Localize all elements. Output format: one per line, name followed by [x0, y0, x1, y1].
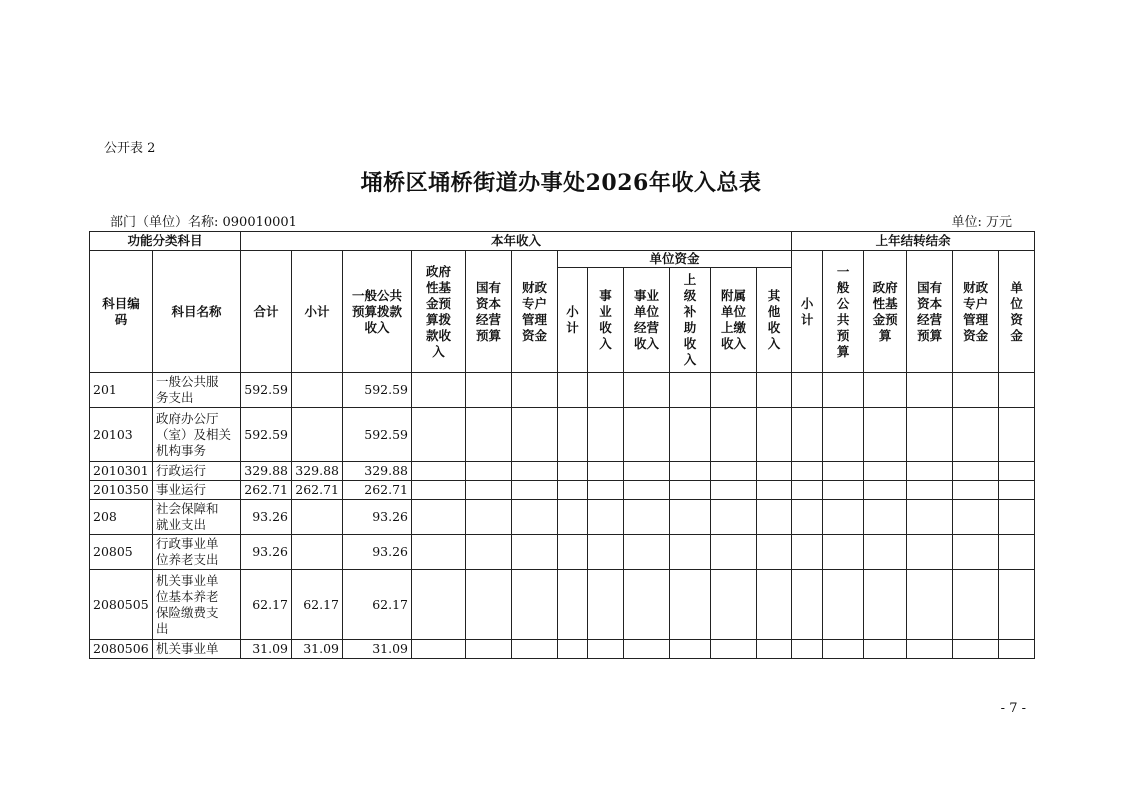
empty-cell	[953, 640, 999, 659]
row-name-cell: 机关事业单	[153, 640, 241, 659]
empty-cell	[588, 373, 624, 408]
ly-state-capital-header: 国有 资本 经营 预算	[907, 251, 953, 373]
empty-cell	[792, 373, 823, 408]
empty-cell	[757, 500, 792, 535]
empty-cell	[588, 408, 624, 462]
empty-cell	[412, 408, 466, 462]
empty-cell	[953, 500, 999, 535]
empty-cell	[792, 500, 823, 535]
empty-cell	[558, 462, 588, 481]
empty-cell	[864, 481, 907, 500]
empty-cell	[512, 535, 558, 570]
empty-cell	[864, 408, 907, 462]
empty-cell	[864, 500, 907, 535]
empty-cell	[558, 408, 588, 462]
empty-cell	[624, 570, 670, 640]
row-total-cell: 592.59	[241, 408, 292, 462]
empty-cell	[670, 462, 711, 481]
ly-gov-fund-header: 政府 性基 金预 算	[864, 251, 907, 373]
unit-subtotal-header: 小 计	[558, 268, 588, 373]
empty-cell	[624, 373, 670, 408]
empty-cell	[907, 373, 953, 408]
empty-cell	[588, 500, 624, 535]
affiliated-header: 附属 单位 上缴 收入	[711, 268, 757, 373]
row-total-cell: 93.26	[241, 500, 292, 535]
unit-funds-header: 单位资金	[558, 251, 792, 268]
empty-cell	[466, 481, 512, 500]
table-row	[90, 500, 1035, 535]
empty-cell	[907, 535, 953, 570]
row-name-cell: 行政运行	[153, 462, 241, 481]
empty-cell	[412, 481, 466, 500]
empty-cell	[999, 408, 1035, 462]
name-header: 科目名称	[153, 251, 241, 373]
unit-label: 单位: 万元	[951, 215, 1012, 230]
row-total-cell: 31.09	[241, 640, 292, 659]
empty-cell	[670, 500, 711, 535]
table-row	[90, 570, 1035, 640]
empty-cell	[757, 408, 792, 462]
empty-cell	[711, 640, 757, 659]
empty-cell	[792, 462, 823, 481]
row-total-cell: 329.88	[241, 462, 292, 481]
empty-cell	[512, 500, 558, 535]
empty-cell	[907, 570, 953, 640]
empty-cell	[953, 535, 999, 570]
empty-cell	[670, 481, 711, 500]
empty-cell	[757, 481, 792, 500]
empty-cell	[558, 535, 588, 570]
empty-cell	[711, 535, 757, 570]
empty-cell	[466, 408, 512, 462]
row-general-cell: 93.26	[343, 500, 412, 535]
empty-cell	[823, 408, 864, 462]
row-total-cell: 592.59	[241, 373, 292, 408]
empty-cell	[512, 462, 558, 481]
empty-cell	[624, 481, 670, 500]
row-total-cell: 262.71	[241, 481, 292, 500]
empty-cell	[999, 481, 1035, 500]
empty-cell	[864, 535, 907, 570]
empty-cell	[412, 640, 466, 659]
empty-cell	[512, 640, 558, 659]
row-code-cell: 20103	[90, 408, 153, 462]
empty-cell	[412, 373, 466, 408]
empty-cell	[823, 640, 864, 659]
empty-cell	[588, 481, 624, 500]
empty-cell	[412, 462, 466, 481]
row-general-cell: 262.71	[343, 481, 412, 500]
empty-cell	[823, 462, 864, 481]
empty-cell	[588, 640, 624, 659]
empty-cell	[624, 640, 670, 659]
unit-operating-header: 事业 单位 经营 收入	[624, 268, 670, 373]
row-code-cell: 20805	[90, 535, 153, 570]
page-title: 埇桥区埇桥街道办事处2026年收入总表	[360, 170, 762, 196]
ly-subtotal-header: 小 计	[792, 251, 823, 373]
empty-cell	[907, 408, 953, 462]
fiscal-special-header: 财政 专户 管理 资金	[512, 251, 558, 373]
ly-unit-funds-header: 单 位 资 金	[999, 251, 1035, 373]
row-general-cell: 592.59	[343, 408, 412, 462]
income-summary-table	[89, 231, 1035, 659]
empty-cell	[864, 570, 907, 640]
row-general-cell: 93.26	[343, 535, 412, 570]
empty-cell	[792, 535, 823, 570]
empty-cell	[907, 481, 953, 500]
empty-cell	[512, 570, 558, 640]
ly-general-header: 一 般 公 共 预 算	[823, 251, 864, 373]
empty-cell	[670, 408, 711, 462]
empty-cell	[588, 462, 624, 481]
row-general-cell: 592.59	[343, 373, 412, 408]
empty-cell	[953, 408, 999, 462]
empty-cell	[907, 640, 953, 659]
row-code-cell: 2010301	[90, 462, 153, 481]
empty-cell	[624, 408, 670, 462]
business-income-header: 事 业 收 入	[588, 268, 624, 373]
last-year-header: 上年结转结余	[792, 232, 1035, 251]
row-code-cell: 2080506	[90, 640, 153, 659]
empty-cell	[864, 462, 907, 481]
current-year-header: 本年收入	[241, 232, 792, 251]
empty-cell	[512, 481, 558, 500]
empty-cell	[412, 570, 466, 640]
row-name-cell: 机关事业单 位基本养老 保险缴费支 出	[153, 570, 241, 640]
empty-cell	[588, 535, 624, 570]
empty-cell	[466, 373, 512, 408]
row-subtotal-cell	[292, 535, 343, 570]
empty-cell	[953, 373, 999, 408]
empty-cell	[999, 570, 1035, 640]
header-row-2	[90, 251, 1035, 268]
table-row	[90, 640, 1035, 659]
empty-cell	[711, 481, 757, 500]
empty-cell	[711, 500, 757, 535]
row-subtotal-cell: 62.17	[292, 570, 343, 640]
empty-cell	[711, 373, 757, 408]
empty-cell	[670, 373, 711, 408]
table-row	[90, 481, 1035, 500]
empty-cell	[757, 640, 792, 659]
empty-cell	[999, 535, 1035, 570]
row-code-cell: 2010350	[90, 481, 153, 500]
empty-cell	[823, 535, 864, 570]
row-name-cell: 社会保障和 就业支出	[153, 500, 241, 535]
header-row-1	[90, 232, 1035, 251]
table-row	[90, 535, 1035, 570]
total-header: 合计	[241, 251, 292, 373]
row-subtotal-cell	[292, 373, 343, 408]
empty-cell	[823, 570, 864, 640]
department-label: 部门（单位）名称: 090010001	[110, 215, 297, 230]
empty-cell	[953, 570, 999, 640]
empty-cell	[624, 535, 670, 570]
general-budget-header: 一般公共 预算拨款 收入	[343, 251, 412, 373]
empty-cell	[512, 408, 558, 462]
empty-cell	[864, 640, 907, 659]
row-total-cell: 93.26	[241, 535, 292, 570]
public-table-label: 公开表 2	[104, 141, 156, 156]
table-row	[90, 373, 1035, 408]
row-code-cell: 208	[90, 500, 153, 535]
row-total-cell: 62.17	[241, 570, 292, 640]
empty-cell	[466, 462, 512, 481]
empty-cell	[466, 640, 512, 659]
row-subtotal-cell	[292, 500, 343, 535]
row-name-cell: 政府办公厅 （室）及相关 机构事务	[153, 408, 241, 462]
empty-cell	[412, 535, 466, 570]
empty-cell	[412, 500, 466, 535]
empty-cell	[558, 640, 588, 659]
empty-cell	[757, 373, 792, 408]
empty-cell	[588, 570, 624, 640]
row-subtotal-cell: 329.88	[292, 462, 343, 481]
row-general-cell: 31.09	[343, 640, 412, 659]
empty-cell	[999, 373, 1035, 408]
empty-cell	[624, 500, 670, 535]
ly-fiscal-special-header: 财政 专户 管理 资金	[953, 251, 999, 373]
state-capital-header: 国有 资本 经营 预算	[466, 251, 512, 373]
empty-cell	[711, 462, 757, 481]
empty-cell	[670, 535, 711, 570]
page-number: - 7 -	[1000, 701, 1026, 716]
func-category-header: 功能分类科目	[90, 232, 241, 251]
row-subtotal-cell	[292, 408, 343, 462]
empty-cell	[999, 462, 1035, 481]
empty-cell	[757, 570, 792, 640]
row-subtotal-cell: 262.71	[292, 481, 343, 500]
row-name-cell: 一般公共服 务支出	[153, 373, 241, 408]
empty-cell	[558, 373, 588, 408]
empty-cell	[792, 570, 823, 640]
row-name-cell: 事业运行	[153, 481, 241, 500]
code-header: 科目编 码	[90, 251, 153, 373]
row-general-cell: 329.88	[343, 462, 412, 481]
empty-cell	[670, 570, 711, 640]
row-general-cell: 62.17	[343, 570, 412, 640]
empty-cell	[792, 640, 823, 659]
empty-cell	[757, 462, 792, 481]
empty-cell	[624, 462, 670, 481]
empty-cell	[864, 373, 907, 408]
empty-cell	[558, 481, 588, 500]
row-code-cell: 201	[90, 373, 153, 408]
empty-cell	[907, 462, 953, 481]
empty-cell	[670, 640, 711, 659]
empty-cell	[558, 570, 588, 640]
empty-cell	[792, 408, 823, 462]
row-code-cell: 2080505	[90, 570, 153, 640]
empty-cell	[466, 535, 512, 570]
subtotal-header: 小计	[292, 251, 343, 373]
empty-cell	[907, 500, 953, 535]
empty-cell	[953, 481, 999, 500]
table-row	[90, 462, 1035, 481]
empty-cell	[792, 481, 823, 500]
empty-cell	[999, 640, 1035, 659]
empty-cell	[711, 408, 757, 462]
empty-cell	[558, 500, 588, 535]
superior-subsidy-header: 上 级 补 助 收 入	[670, 268, 711, 373]
empty-cell	[823, 500, 864, 535]
empty-cell	[466, 570, 512, 640]
empty-cell	[953, 462, 999, 481]
table-row	[90, 408, 1035, 462]
empty-cell	[999, 500, 1035, 535]
other-income-header: 其 他 收 入	[757, 268, 792, 373]
empty-cell	[823, 481, 864, 500]
empty-cell	[757, 535, 792, 570]
empty-cell	[466, 500, 512, 535]
empty-cell	[823, 373, 864, 408]
row-name-cell: 行政事业单 位养老支出	[153, 535, 241, 570]
empty-cell	[711, 570, 757, 640]
row-subtotal-cell: 31.09	[292, 640, 343, 659]
empty-cell	[512, 373, 558, 408]
gov-fund-header: 政府 性基 金预 算拨 款收 入	[412, 251, 466, 373]
